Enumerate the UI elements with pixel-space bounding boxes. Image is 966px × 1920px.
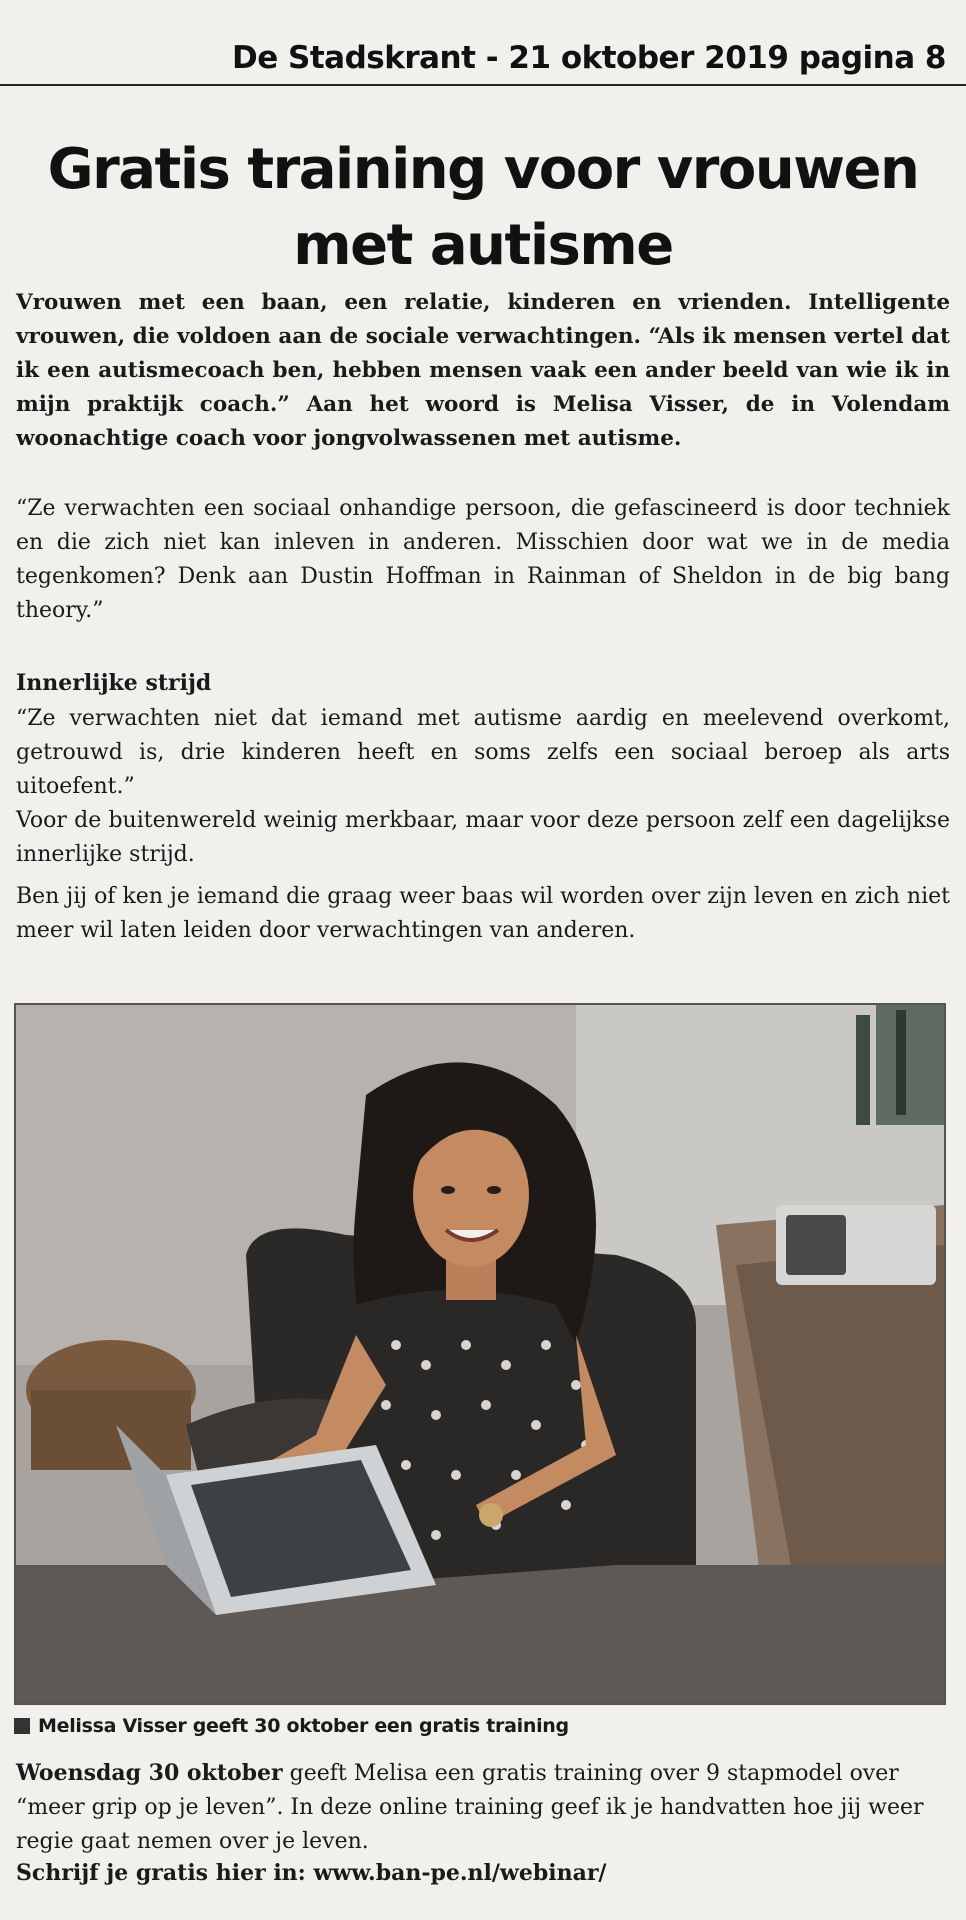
article-subhead: Innerlijke strijd — [16, 670, 212, 696]
photo-caption-text: Melissa Visser geeft 30 oktober een gratis training — [38, 1715, 569, 1737]
caption-marker — [14, 1718, 30, 1734]
page-header — [0, 0, 966, 86]
photo-illustration — [16, 1005, 944, 1703]
header-rule — [0, 84, 966, 86]
article-photo — [14, 1003, 946, 1705]
article-paragraph-3: Voor de buitenwereld weinig merkbaar, maar voor deze persoon zelf een dagelijkse innerlijke strijd. — [16, 808, 950, 867]
article-headline: Gratis training voor vrouwen met autisme — [47, 137, 919, 278]
article-lead: Vrouwen met een baan, een relatie, kinderen en vrienden. Intelligente vrouwen, die voldoen aan de sociale verwachtingen. “Als ik mensen vertel dat ik een autismecoach ben, hebben mensen vaak een ander beeld van wie ik in mijn praktijk coach.” Aan het woord is Melisa Visser, de in Volendam woonachtige coach voor jongvolwassenen met autisme. — [16, 290, 950, 451]
article-paragraph-2: “Ze verwachten niet dat iemand met autisme aardig en meelevend overkomt, getrouwd is, drie kinderen heeft en soms zelfs een sociaal beroep als arts uitoefent.” — [16, 706, 950, 799]
closing-date: Woensdag 30 oktober — [16, 1760, 283, 1786]
signup-line: Schrijf je gratis hier in: www.ban-pe.nl/webinar/ — [16, 1860, 607, 1886]
closing-text: geeft Melisa een gratis training over 9 stapmodel over “meer grip op je leven”. In deze online training geef ik je handvatten hoe jij weer regie gaat nemen over je leven. — [16, 1761, 924, 1854]
running-head: De Stadskrant - 21 oktober 2019 pagina 8 — [231, 40, 946, 76]
photo-caption — [14, 1715, 569, 1737]
article-paragraph-4: Ben jij of ken je iemand die graag weer baas wil worden over zijn leven en zich niet meer wil laten leiden door verwachtingen van anderen. — [16, 884, 950, 943]
article-paragraph-1: “Ze verwachten een sociaal onhandige persoon, die gefascineerd is door techniek en die zich niet kan inleven in anderen. Misschien door wat we in de media tegenkomen? Denk aan Dustin Hoffman in Rainman of Sheldon in de big bang theory.” — [16, 496, 950, 623]
closing-paragraph — [16, 1756, 950, 1859]
